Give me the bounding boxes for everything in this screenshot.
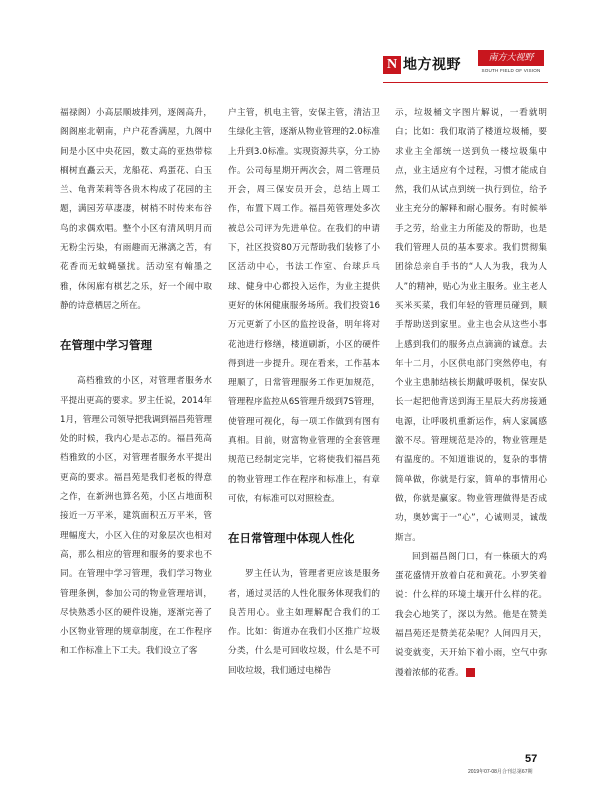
issue-info: 2019年07-08月合刊总第67期 bbox=[468, 769, 533, 775]
article-end-icon: N bbox=[466, 668, 475, 677]
paragraph: 户主管，机电主管，安保主管，清洁卫生绿化主管，逐渐从物业管理的2.0标准上升到3.0标准。实现资源共享，分工协作。公司每星期开两次会，周二管理员开会，周三保安员开会，总结上周工作，布置下周工作。福昌苑管理处多次被总公司评为先进单位。在我们的申请下，社区投资80万元帮助我们装修了小区活动中心，书法工作室、台球乒乓球、健身中心都投入运作，为业主提供更好的休闲健康服务场所。我们投资16万元更新了小区的监控设备，明年将对花池进行修缮，楼道刷新，小区的硬件得到进一步提升。现在看来，工作基本理顺了，日常管理服务工作更加规范，管理程序监控从6S管理升级到7S管理，使管理可视化，每一项工作做到有图有真相。目前，财富物业管理的全套管理规范已经制定完毕，它将使我们福昌苑的物业管理工作在程序和标准上，有章可依，有标准可以对照检查。 bbox=[228, 108, 380, 504]
paragraph: 高档雅致的小区，对管理者服务水平提出更高的要求。罗主任说，2014年1月，管理公司领导把我调到福昌苑管理处的时候，我内心是忐忑的。福昌苑高档雅致的小区，对管理者服务水平提出更高的要求。福昌苑是我们老板的得意之作，在新洲也算名苑，小区占地面积接近一万平米，建筑面积五万平米，管理幅度大，小区入住的对象层次也相对高，那么相应的管理和服务的要求也不同。在管理中学习管理，我们学习物业管理条例，参加公司的物业管理培训，尽快熟悉小区的硬件设施，逐渐完善了小区物业管理的规章制度，在工作程序和工作标准上下工夫。我们设立了客 bbox=[60, 376, 212, 657]
section-heading: 在日常管理中体现人性化 bbox=[228, 531, 355, 546]
header-divider bbox=[383, 82, 548, 83]
magazine-brand-subtitle: SOUTH FIELD OF VISION bbox=[481, 68, 541, 73]
paragraph bbox=[395, 548, 547, 683]
text-column-1 bbox=[60, 104, 212, 662]
paragraph: 示，垃圾桶文字图片解说，一看就明白；比如：我们取消了楼道垃圾桶，要求业主全部统一送到负一楼垃圾集中点，业主适应有个过程，习惯才能成自然，我们从试点到统一执行到位，给予业主充分的解释和耐心服务。有时候举手之劳，给业主力所能及的帮助，也是我们管理人员的基本要求。我们贯彻集团徐总亲自手书的“人人为我，我为人人”的精神，贴心为业主服务。业主老人买米买菜，我们年轻的管理员碰到，顺手帮助送到家里。业主也会从这些小事上感到我们的服务点点滴滴的诚意。去年十二月，小区供电部门突然停电，有个业主患肺结核长期戴呼吸机，保安队长一起把他背送到海王星辰大药房接通电源，让呼吸机重新运作，病人家属感激不尽。管理规范是冷的，物业管理是有温度的。不知道谁说的，复杂的事情简单做，你就是行家，简单的事情用心做，你就是赢家。物业管理做得是否成功，奥妙寓于一“心”，心诚则灵，诚哉斯言。 bbox=[395, 108, 547, 543]
page-header bbox=[383, 50, 548, 80]
paragraph: 罗主任认为，管理者更应该是服务者，通过灵活的人性化服务体现我们的良苦用心。业主如理解配合我们的工作。比如：街道办在我们小区推广垃圾分类，什么是可回收垃圾，什么是不可回收垃圾，我们通过电梯告 bbox=[228, 569, 380, 676]
page-number: 57 bbox=[525, 753, 538, 765]
section-heading: 在管理中学习管理 bbox=[60, 338, 152, 353]
paragraph: 福禄阁）小高层顺坡排列，逐阁高升，阁阁座北朝南，户户花香满屋，九阁中间是小区中央花园，数丈高的亚热带棕榈树直矗云天，龙船花、鸡蛋花、白玉兰、龟背茉莉等各贵木构成了花园的主题，满园芳草凄凄，树梢不时传来布谷鸟的求偶欢唱。整个小区有清风明月而无粉尘污染，有雨趣而无淋漓之苦，有花香而无蚊蝇骚扰。活动室有翰墨之雅，休闲廊有棋艺之乐，好一个闹中取静的诗意栖居之所在。 bbox=[60, 108, 212, 311]
text-column-3 bbox=[395, 104, 547, 683]
magazine-brand: 南方大视野 bbox=[478, 50, 544, 66]
closing-paragraph-text: 回到福昌阁门口，有一株硕大的鸡蛋花盛情开放着白花和黄花。小罗笑着说：什么样的环境土壤开什么样的花。我会心地笑了，深以为然。他是在赞美福昌苑还是赞美花朵呢？人间四月天，说变就变，天开始下着小雨，空气中弥漫着浓郁的花香。 bbox=[395, 551, 547, 678]
section-logo-mark: N bbox=[383, 56, 401, 74]
text-column-2 bbox=[228, 104, 380, 681]
section-title: 地方视野 bbox=[403, 57, 461, 73]
